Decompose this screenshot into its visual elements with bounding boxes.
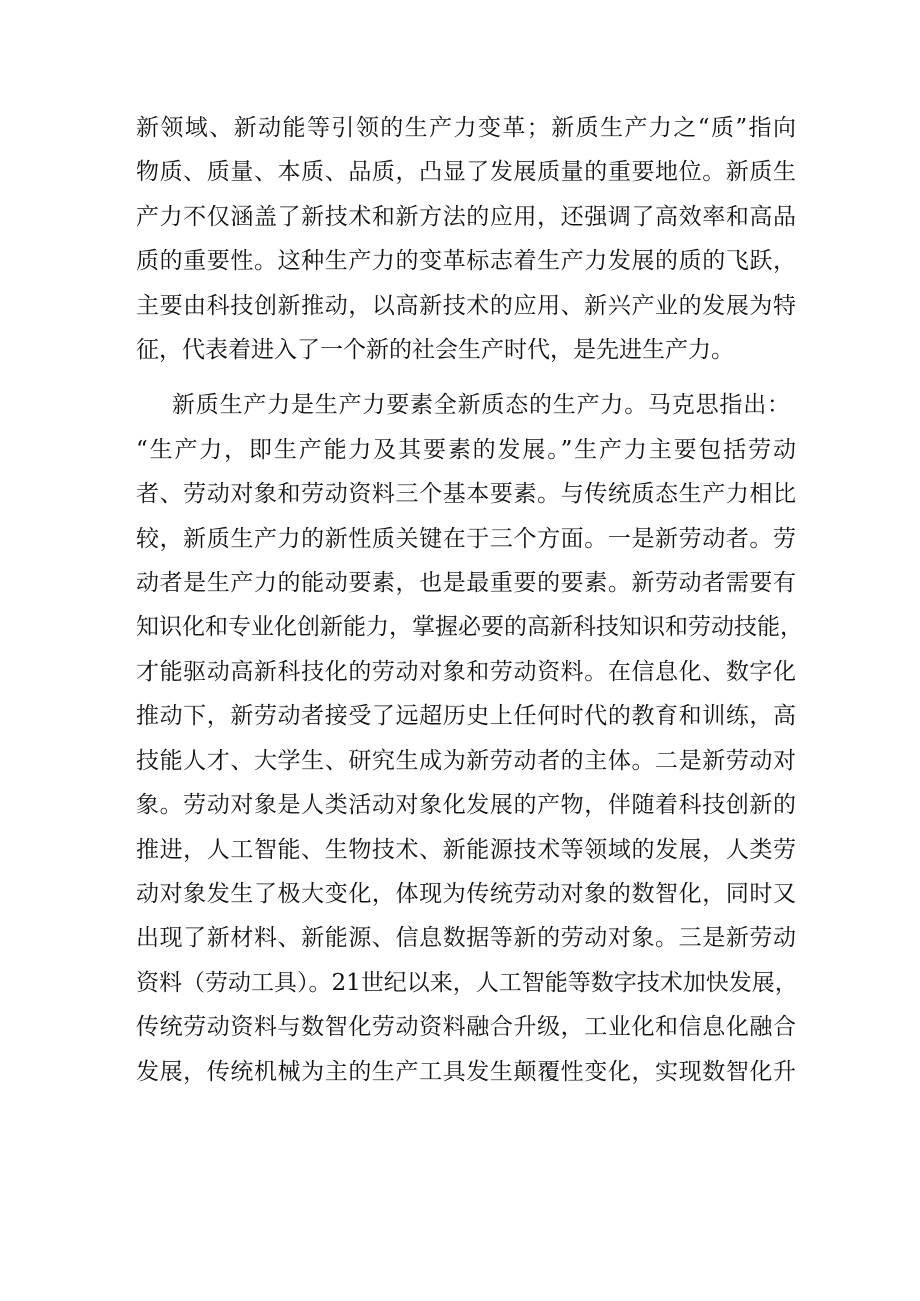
text-line: 资料（劳动工具）。21世纪以来，人工智能等数字技术加快发展， [136,970,798,996]
text-line: 推动下，新劳动者接受了远超历史上任何时代的教育和训练，高 [136,703,796,729]
text-line: 新质生产力是生产力要素全新质态的生产力。马克思指出： [172,392,790,418]
text-line: 动者是生产力的能动要素，也是最重要的要素。新劳动者需要有 [136,570,796,596]
text-line: 传统劳动资料与数智化劳动资料融合升级，工业化和信息化融合 [136,1014,796,1040]
text-line: 出现了新材料、新能源、信息数据等新的劳动对象。三是新劳动 [136,925,796,951]
text-line: 较，新质生产力的新性质关键在于三个方面。一是新劳动者。劳 [136,526,796,552]
text-line: 产力不仅涵盖了新技术和新方法的应用，还强调了高效率和高品 [136,204,796,230]
text-line: 主要由科技创新推动，以高新技术的应用、新兴产业的发展为特 [136,293,796,319]
text-line: 发展，传统机械为主的生产工具发生颠覆性变化，实现数智化升 [136,1059,796,1085]
text-line: “生产力，即生产能力及其要素的发展。”生产力主要包括劳动 [136,437,796,463]
text-line: 质的重要性。这种生产力的变革标志着生产力发展的质的飞跃， [136,248,796,274]
text-line: 象。劳动对象是人类活动对象化发展的产物，伴随着科技创新的 [136,792,796,818]
text-line: 知识化和专业化创新能力，掌握必要的高新科技知识和劳动技能， [136,614,803,640]
text-line: 技能人才、大学生、研究生成为新劳动者的主体。二是新劳动对 [136,748,796,774]
text-line: 推进，人工智能、生物技术、新能源技术等领域的发展，人类劳 [136,837,796,863]
text-line: 者、劳动对象和劳动资料三个基本要素。与传统质态生产力相比 [136,481,796,507]
text-line: 才能驱动高新科技化的劳动对象和劳动资料。在信息化、数字化 [136,659,796,685]
text-line: 征，代表着进入了一个新的社会生产时代，是先进生产力。 [136,337,734,363]
text-line: 物质、质量、本质、品质，凸显了发展质量的重要地位。新质生 [136,159,796,185]
text-line: 新领域、新动能等引领的生产力变革；新质生产力之“质”指向 [136,115,796,141]
text-line: 动对象发生了极大变化，体现为传统劳动对象的数智化，同时又 [136,881,796,907]
